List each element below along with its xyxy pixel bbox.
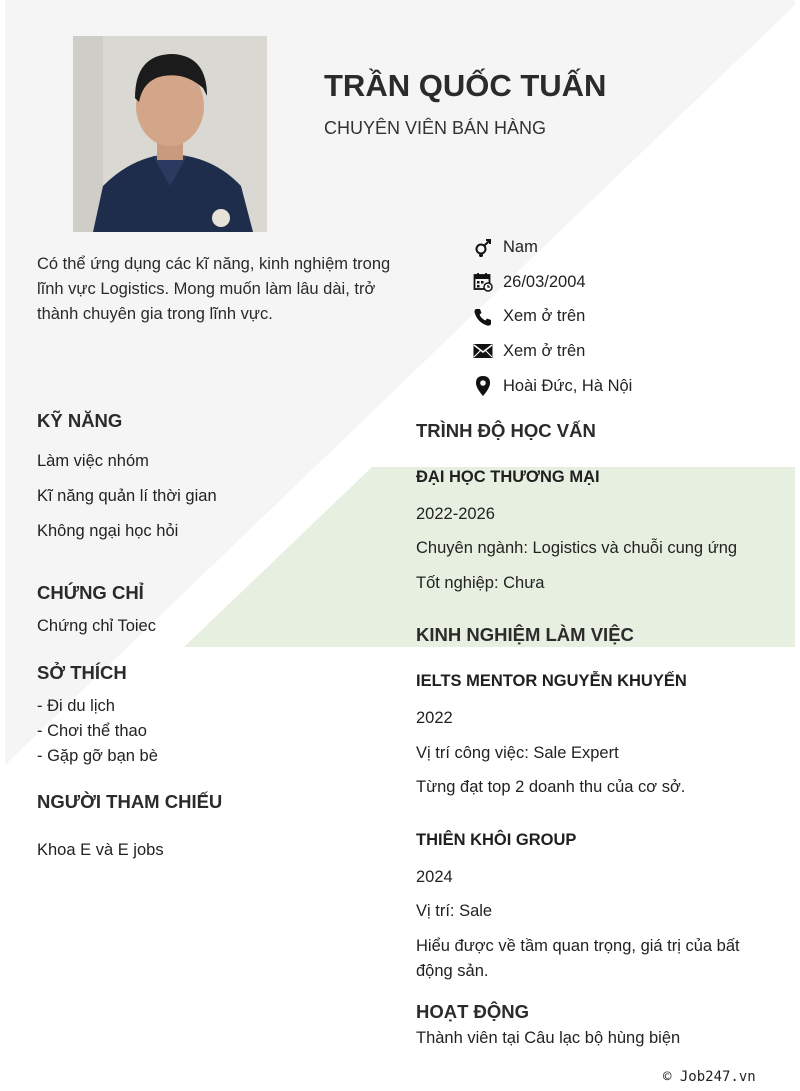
job-detail: Từng đạt top 2 doanh thu của cơ sở. [416,778,686,796]
education-heading: TRÌNH ĐỘ HỌC VẤN [416,420,596,441]
experience-heading: KINH NGHIỆM LÀM VIỆC [416,624,634,645]
phone-value: Xem ở trên [503,307,586,326]
birthdate-value: 26/03/2004 [503,272,586,291]
skill-item: Kĩ năng quản lí thời gian [37,487,217,505]
address-value: Hoài Đức, Hà Nội [503,376,633,395]
candidate-name: TRẦN QUỐC TUẤN [324,68,607,103]
calendar-icon [472,271,494,293]
activities-heading: HOẠT ĐỘNG [416,1001,530,1022]
hobby-item: - Đi du lịch [37,697,115,715]
school-name: ĐẠI HỌC THƯƠNG MẠI [416,468,600,486]
gender-icon [472,236,494,258]
career-objective: Có thể ứng dụng các kĩ năng, kinh nghiệm trong lĩnh vực Logistics. Mong muốn làm lâu dài, trở thành chuyên gia trong lĩnh vực. [37,255,391,323]
activity-item: Thành viên tại Câu lạc bộ hùng biện [416,1029,681,1047]
job-company: THIÊN KHÔI GROUP [416,831,577,849]
reference-item: Khoa E và E jobs [37,841,164,859]
education-major: Chuyên ngành: Logistics và chuỗi cung ứng [416,539,738,557]
education-graduated: Tốt nghiệp: Chưa [416,574,545,592]
contact-phone [472,299,772,334]
job-detail: Hiểu được về tầm quan trọng, giá trị của bất động sản. [416,937,740,980]
contact-gender [472,230,772,265]
skill-item: Không ngại học hỏi [37,522,179,540]
profile-photo [73,36,267,232]
contact-info [472,230,772,403]
skill-item: Làm việc nhóm [37,452,149,470]
job-year: 2024 [416,868,453,886]
job-position: Vị trí: Sale [416,902,493,920]
contact-birthdate [472,265,772,300]
contact-address [472,369,772,404]
education-period: 2022-2026 [416,505,495,523]
contact-email [472,334,772,369]
job-year: 2022 [416,709,453,727]
hobby-item: - Chơi thể thao [37,722,147,740]
references-heading: NGƯỜI THAM CHIẾU [37,791,223,812]
mail-icon [472,340,494,362]
job-position: Vị trí công việc: Sale Expert [416,744,619,762]
phone-icon [472,306,494,328]
skills-heading: KỸ NĂNG [37,410,123,431]
gender-value: Nam [503,237,538,256]
certificates-heading: CHỨNG CHỈ [37,582,144,603]
hobbies-heading: SỞ THÍCH [37,662,127,683]
candidate-title: CHUYÊN VIÊN BÁN HÀNG [324,118,547,138]
location-pin-icon [472,375,494,397]
hobby-item: - Gặp gỡ bạn bè [37,747,158,765]
job-company: IELTS MENTOR NGUYỄN KHUYẾN [416,672,687,690]
footer-watermark: © Job247.vn [663,1069,756,1085]
email-value: Xem ở trên [503,341,586,360]
certificate-item: Chứng chỉ Toiec [37,617,156,635]
